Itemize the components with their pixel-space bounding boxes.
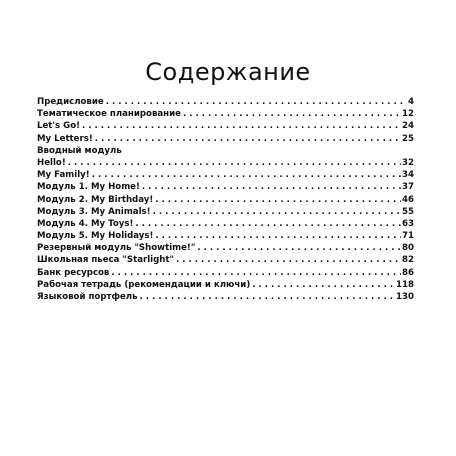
toc-leader-dots [111, 267, 401, 279]
toc-entry-starlight [37, 254, 414, 266]
toc-entry-module-4 [37, 218, 414, 230]
toc-entry-page: 55 [402, 206, 414, 217]
toc-entry-label: Тематическое планирование [37, 109, 181, 120]
toc-leader-dots [95, 133, 401, 145]
toc-entry-page: 80 [402, 243, 414, 254]
toc-entry-page: 37 [402, 182, 414, 193]
page-title: Содержание [145, 58, 311, 86]
toc-leader-dots [82, 120, 401, 132]
table-of-contents [37, 96, 414, 303]
toc-entry-page: 118 [396, 279, 414, 290]
toc-entry-label: Модуль 3. My Animals! [37, 206, 151, 217]
toc-entry-label: Предисловие [37, 97, 104, 107]
toc-entry-module-3 [37, 206, 414, 218]
toc-entry-label: Модуль 5. My Holidays! [37, 231, 154, 242]
toc-entry-hello [37, 157, 414, 169]
toc-entry-label: Let's Go! [37, 121, 81, 132]
toc-entry-my-letters [37, 133, 414, 145]
toc-leader-dots [153, 206, 401, 218]
toc-entry-page: 24 [402, 121, 414, 132]
toc-entry-label: Модуль 4. My Toys! [37, 218, 134, 229]
toc-leader-dots [68, 157, 401, 169]
toc-entry-label: Рабочая тетрадь (рекомендации и ключи) [37, 279, 251, 290]
toc-entry-page: 86 [402, 267, 414, 278]
toc-entry-label: Вводный модуль [37, 145, 122, 156]
toc-entry-page: 12 [402, 109, 414, 120]
toc-entry-label: Резервный модуль "Showtime!" [37, 243, 196, 254]
toc-entry-label: Школьная пьеса "Starlight" [37, 255, 174, 266]
toc-leader-dots [155, 194, 401, 206]
toc-entry-label: Языковой портфель [37, 292, 138, 302]
toc-entry-page: 82 [402, 255, 414, 266]
toc-entry-page: 130 [396, 292, 414, 302]
toc-entry-label: Банк ресурсов [37, 267, 110, 278]
toc-entry-page: 63 [402, 218, 414, 229]
toc-entry-label: Модуль 2. My Birthday! [37, 194, 154, 205]
toc-entry-label: Hello! [37, 157, 66, 168]
toc-entry-page: 34 [402, 170, 414, 181]
toc-leader-dots [140, 291, 396, 303]
toc-leader-dots [176, 254, 401, 266]
toc-entry-page: 71 [402, 231, 414, 242]
toc-entry-page: 4 [408, 97, 414, 107]
toc-leader-dots [142, 181, 401, 193]
toc-entry-my-family [37, 169, 414, 181]
toc-leader-dots [183, 108, 401, 120]
toc-section-heading [37, 145, 414, 157]
toc-leader-dots [92, 169, 401, 181]
toc-entry-preface [37, 96, 414, 108]
toc-entry-label: My Family! [37, 170, 90, 181]
toc-entry-workbook [37, 279, 414, 291]
toc-entry-planning [37, 108, 414, 120]
toc-entry-showtime [37, 242, 414, 254]
toc-leader-dots [135, 218, 401, 230]
toc-entry-lets-go [37, 120, 414, 132]
toc-entry-resource-bank [37, 267, 414, 279]
toc-leader-dots [155, 230, 401, 242]
toc-entry-page: 46 [402, 194, 414, 205]
toc-entry-page: 32 [402, 157, 414, 168]
toc-leader-dots [252, 279, 395, 291]
toc-entry-module-2 [37, 194, 414, 206]
toc-entry-label: My Letters! [37, 133, 93, 144]
toc-entry-module-1 [37, 181, 414, 193]
toc-leader-dots [106, 96, 407, 108]
toc-entry-label: Модуль 1. My Home! [37, 182, 140, 193]
toc-entry-page: 25 [402, 133, 414, 144]
toc-entry-language-portfolio [37, 291, 414, 303]
toc-leader-dots [197, 242, 401, 254]
toc-entry-module-5 [37, 230, 414, 242]
